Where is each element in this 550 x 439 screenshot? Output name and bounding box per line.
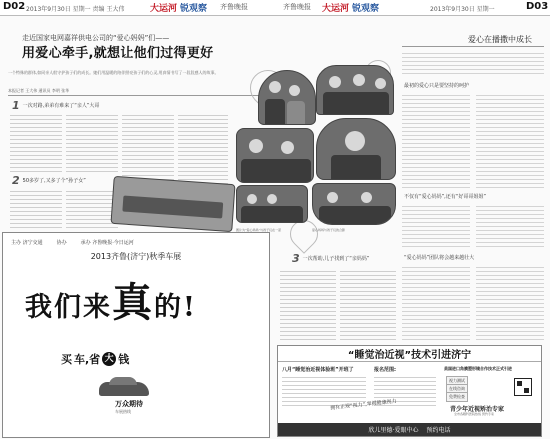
section-2-number: 2 [12, 174, 20, 187]
ad-slogan-d: 钱 [118, 353, 130, 366]
eye-ad-promo-sub: 全市各眼科医院热线 预约专家 [454, 412, 494, 416]
ad-slogan-a: 买 [61, 353, 72, 366]
article-intro: 一个特殊的群体,如同亲人般守护孩子们的成长。她们用温暖的陪伴照亮孩子们的心灵,用真情书写了一段段感人的故事。 [8, 70, 219, 75]
text-column [10, 188, 62, 228]
section-2-title: 50多岁了,又多了个“孙子女” [22, 178, 86, 184]
text-column [476, 92, 544, 188]
section-1-title: 一次对路,弟弟有难来了“亲人”大哥 [22, 103, 100, 109]
ad-big-b: 真 [112, 279, 154, 326]
sidebar-subheading-1: 最初的爱心只是要坚持的呵护 [404, 83, 470, 89]
section-3-title: 一次帮助,儿子找到了“亲妈妈” [302, 256, 370, 262]
paper-name-left: 齐鲁晚报 [220, 3, 248, 11]
photo-portrait [316, 118, 396, 180]
article-headline: 用爱心牵手,就想让他们过得更好 [22, 46, 214, 61]
brand-right: 大运河 [322, 4, 350, 14]
eye-ad-footer-a: 欣儿里德·爱眼中心 [368, 427, 419, 434]
page-header [0, 0, 550, 16]
section-2-heading [12, 174, 86, 187]
car-icon [99, 382, 149, 396]
text-column [476, 203, 544, 249]
ad-organizer-co: 协办 [56, 240, 67, 246]
article-kicker: 走近国家电网嘉祥供电公司的“爱心妈妈”们—— [22, 34, 170, 42]
eye-ad-col2-title: 报名范围: [374, 367, 396, 373]
date-right: 2013年9月30日 星期一 [430, 6, 495, 13]
text-column [66, 112, 118, 172]
car-show-advert[interactable] [2, 232, 270, 438]
date-left: 2013年9月30日 星期一 责编 王大伟 [26, 6, 125, 13]
paper-name-right: 齐鲁晚报 [283, 3, 311, 11]
sidebar-subheading-2: 不仅有“爱心妈妈”,还有“好哥哥姐姐” [404, 194, 486, 200]
ad-slogan-c: 大 [102, 352, 116, 366]
sidebar-subheading-3: “爱心妈妈”团队将会越来越壮大 [404, 255, 475, 261]
text-column [10, 112, 62, 172]
ad-big-a: 我们来 [25, 292, 112, 323]
ad-big-c: 的! [154, 292, 197, 323]
consult-button[interactable]: 在线咨询 [446, 384, 468, 394]
eye-clinic-advert[interactable] [277, 345, 542, 437]
free-check-button[interactable]: 免费检查 [446, 392, 468, 402]
ad-organizers [11, 239, 134, 246]
vision-test-button[interactable]: 视力测试 [446, 376, 468, 386]
ad-footer-title: 万众期待 [115, 400, 143, 408]
text-column [402, 203, 470, 249]
article-byline: 本报记者 王大伟 通讯员 李明 张华 [8, 88, 70, 93]
text-column [66, 188, 118, 228]
section-1-number: 1 [12, 99, 20, 112]
brand-left: 大运河 [150, 4, 178, 14]
photo-banner [110, 176, 235, 232]
ad-sub-slogan [61, 351, 129, 367]
text-column [340, 268, 396, 342]
eye-ad-col3-title: 美国进口角膜塑形镜合作技术正式引进 [444, 366, 512, 371]
divider [8, 95, 266, 96]
eye-ad-footer-b: 预约电话 [426, 427, 451, 434]
photo-mother-child [258, 70, 316, 125]
sidebar-intro [402, 50, 544, 76]
photo-visit [312, 183, 396, 225]
text-column [476, 264, 544, 342]
section-3-heading [292, 252, 369, 265]
ad-slogan-b: 车,省 [74, 353, 101, 366]
photo-classroom [236, 128, 314, 183]
caption-right: 爱心妈妈与孩子们的合影 [312, 228, 346, 232]
ad-big-slogan [25, 271, 197, 328]
section-left: 锐观察 [180, 4, 208, 14]
eye-ad-bubble: 拥有正规“视力”,掌握健康视力 [329, 398, 397, 412]
eye-ad-promo: 青少年近视矫治专家 [450, 406, 505, 413]
page-number-left: D02 [3, 1, 26, 12]
section-3-number: 3 [292, 252, 300, 265]
ad-footer-sub: 车展热线 [115, 409, 131, 414]
photo-outdoor [236, 185, 308, 223]
ad-title: 2013齐鲁(济宁)秋季车展 [90, 252, 182, 261]
ad-organizer-host: 主办 济宁交通 [11, 240, 43, 246]
ad-organizer-run: 承办 齐鲁晚报·今日运河 [80, 240, 134, 246]
section-1-heading [12, 99, 99, 112]
eye-ad-headline: “睡觉治近视”技术引进济宁 [278, 346, 541, 362]
caption-left: 图片为“爱心妈妈”与孩子们在一起 [236, 228, 282, 232]
eye-ad-col1-title: 八月“睡觉治近视体验班”开班了 [282, 367, 354, 373]
text-column [402, 264, 470, 342]
text-column [402, 92, 470, 188]
section-right: 锐观察 [352, 4, 380, 14]
qr-code-icon [514, 378, 532, 396]
photo-group [316, 65, 394, 115]
sidebar-title: 爱心在播撒中成长 [468, 35, 532, 44]
divider [402, 46, 544, 47]
eye-ad-footer [278, 423, 541, 436]
page-number-right: D03 [526, 1, 549, 12]
text-column [280, 268, 336, 342]
